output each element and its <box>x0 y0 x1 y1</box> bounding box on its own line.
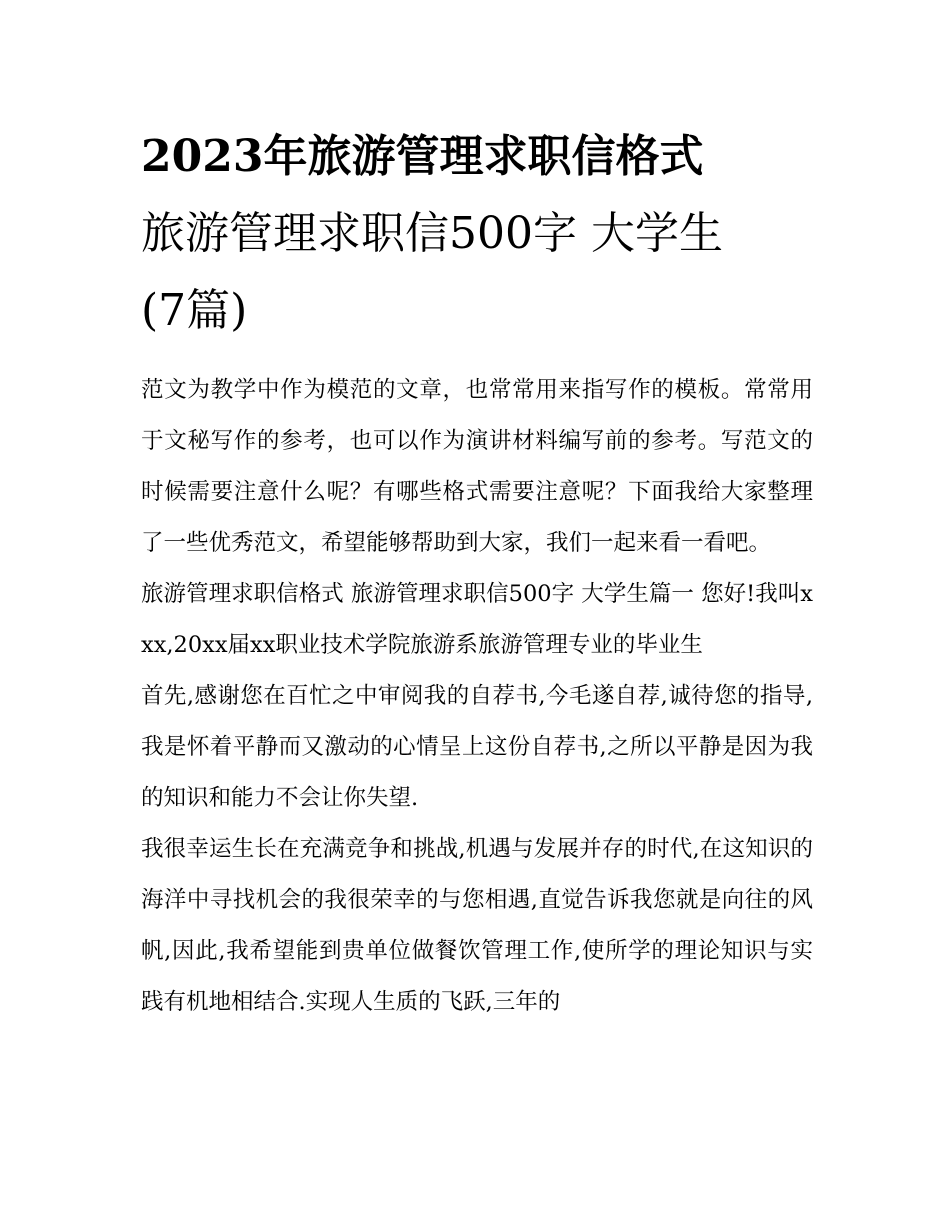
paragraph-thanks: 首先,感谢您在百忙之中审阅我的自荐书,今毛遂自荐,诚待您的指导,我是怀着平静而又激动的心情呈上这份自荐书,之所以平静是因为我的知识和能力不会让你失望. <box>141 683 813 811</box>
paragraph-greeting: 旅游管理求职信格式 旅游管理求职信500字 大学生篇一 您好!我叫xxx,20xx届xx职业技术学院旅游系旅游管理专业的毕业生 <box>141 581 813 658</box>
paragraph-intro: 范文为教学中作为模范的文章，也常常用来指写作的模板。常常用于文秘写作的参考，也可以作为演讲材料编写前的参考。写范文的时候需要注意什么呢？有哪些格式需要注意呢？下面我给大家整理了一些优秀范文，希望能够帮助到大家，我们一起来看一看吧。 <box>141 377 813 556</box>
title-line-3: (7篇) <box>141 285 248 336</box>
document-title <box>141 118 813 349</box>
title-line-2: 旅游管理求职信500字 大学生 <box>141 208 723 259</box>
document-page <box>141 118 813 1028</box>
title-line-1: 2023年旅游管理求职信格式 <box>141 131 704 182</box>
document-body <box>141 365 813 1028</box>
paragraph-motivation: 我很幸运生长在充满竞争和挑战,机遇与发展并存的时代,在这知识的海洋中寻找机会的我很荣幸的与您相遇,直觉告诉我您就是向往的风帆,因此,我希望能到贵单位做餐饮管理工作,使所学的理论知识与实践有机地相结合.实现人生质的飞跃,三年的 <box>141 836 813 1015</box>
